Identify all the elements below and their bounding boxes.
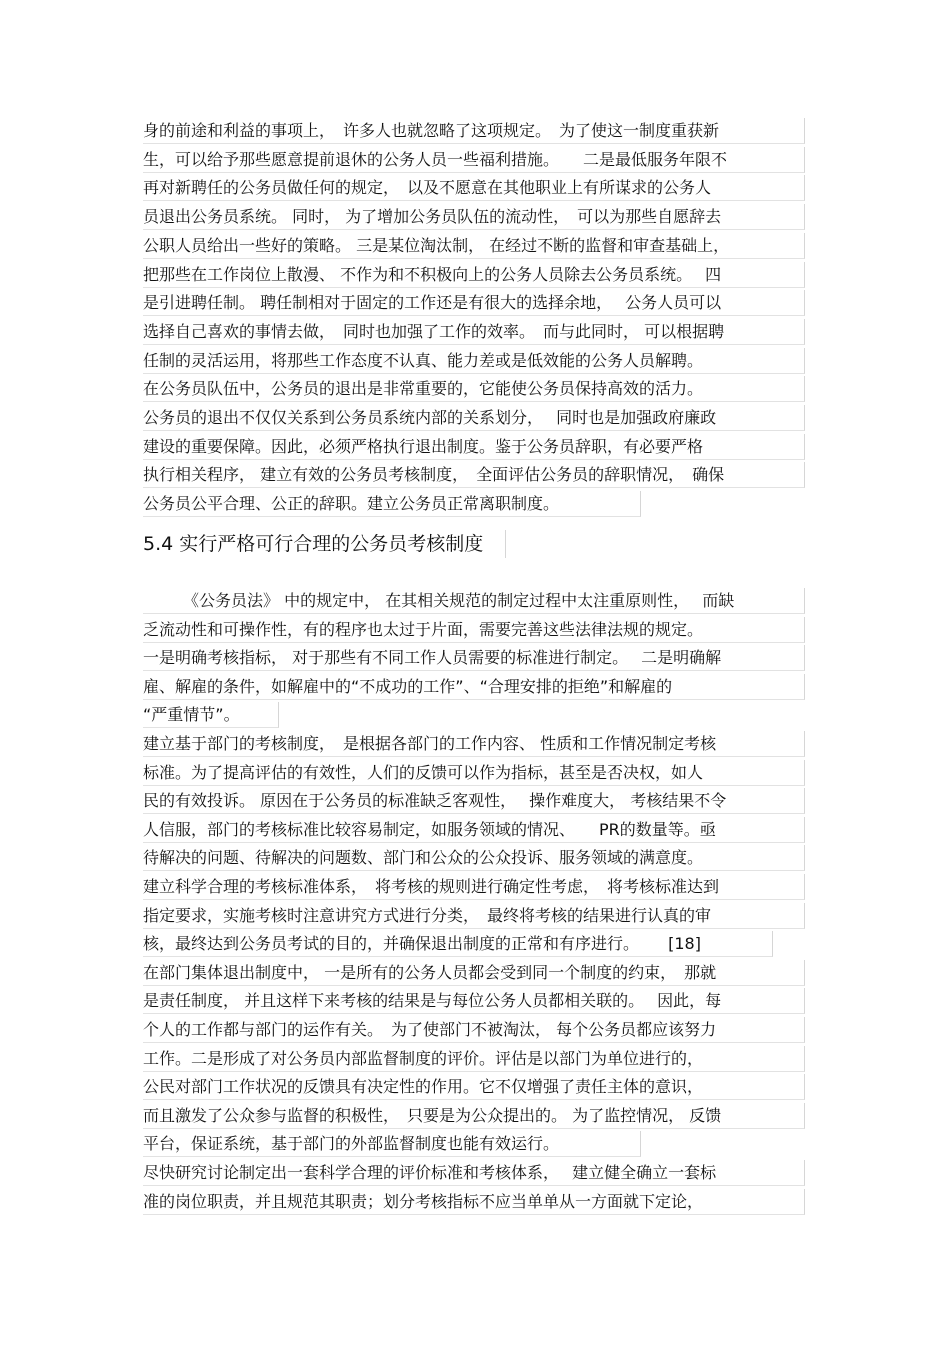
text-line: 人信服，部门的考核标准比较容易制定，如服务领域的情况、 PR的数量等。亟 [143, 817, 805, 843]
text-line: 标准。为了提高评估的有效性，人们的反馈可以作为指标，甚至是否决权，如人 [143, 760, 805, 786]
text-line: 工作。二是形成了对公务员内部监督制度的评价。评估是以部门为单位进行的， [143, 1046, 805, 1072]
text-line: “严重情节”。 [143, 702, 279, 728]
text-line: 建立基于部门的考核制度， 是根据各部门的工作内容、 性质和工作情况制定考核 [143, 731, 805, 757]
text-line: 公民对部门工作状况的反馈具有决定性的作用。它不仅增强了责任主体的意识， [143, 1074, 805, 1100]
text-line: 再对新聘任的公务员做任何的规定， 以及不愿意在其他职业上有所谋求的公务人 [143, 175, 805, 201]
text-line: 一是明确考核指标， 对于那些有不同工作人员需要的标准进行制定。 二是明确解 [143, 645, 805, 671]
text-line: 身的前途和利益的事项上， 许多人也就忽略了这项规定。 为了使这一制度重获新 [143, 118, 805, 144]
text-line: 公职人员给出一些好的策略。 三是某位淘汰制， 在经过不断的监督和审查基础上， [143, 233, 805, 259]
section-heading: 5.4 实行严格可行合理的公务员考核制度 [143, 530, 506, 558]
text-line: 民的有效投诉。 原因在于公务员的标准缺乏客观性， 操作难度大， 考核结果不令 [143, 788, 805, 814]
text-line: 待解决的问题、待解决的问题数、部门和公众的公众投诉、服务领域的满意度。 [143, 845, 805, 871]
text-line: 执行相关程序， 建立有效的公务员考核制度， 全面评估公务员的辞职情况， 确保 [143, 462, 805, 488]
text-line: 在公务员队伍中，公务员的退出是非常重要的，它能使公务员保持高效的活力。 [143, 376, 805, 402]
text-line: 是引进聘任制。 聘任制相对于固定的工作还是有很大的选择余地， 公务人员可以 [143, 290, 805, 316]
text-line: 准的岗位职责，并且规范其职责；划分考核指标不应当单单从一方面就下定论， [143, 1189, 805, 1215]
text-line: 《公务员法》 中的规定中， 在其相关规范的制定过程中太注重原则性， 而缺 [143, 588, 805, 614]
text-line: 是责任制度， 并且这样下来考核的结果是与每位公务人员都相关联的。 因此，每 [143, 988, 805, 1014]
text-line: 生，可以给予那些愿意提前退休的公务人员一些福利措施。 二是最低服务年限不 [143, 147, 805, 173]
text-line: 平台，保证系统，基于部门的外部监督制度也能有效运行。 [143, 1131, 641, 1157]
text-line: 乏流动性和可操作性，有的程序也太过于片面，需要完善这些法律法规的规定。 [143, 617, 805, 643]
text-line: 在部门集体退出制度中， 一是所有的公务人员都会受到同一个制度的约束， 那就 [143, 960, 805, 986]
text-line: 尽快研究讨论制定出一套科学合理的评价标准和考核体系， 建立健全确立一套标 [143, 1160, 805, 1186]
text-line: 雇、解雇的条件，如解雇中的“不成功的工作”、“合理安排的拒绝”和解雇的 [143, 674, 805, 700]
text-line: 个人的工作都与部门的运作有关。 为了使部门不被淘汰， 每个公务员都应该努力 [143, 1017, 805, 1043]
text-line: 公务员公平合理、公正的辞职。建立公务员正常离职制度。 [143, 491, 641, 517]
text-line: 而且激发了公众参与监督的积极性， 只要是为公众提出的。 为了监控情况， 反馈 [143, 1103, 805, 1129]
text-line: 员退出公务员系统。 同时， 为了增加公务员队伍的流动性， 可以为那些自愿辞去 [143, 204, 805, 230]
text-line: 指定要求，实施考核时注意讲究方式进行分类， 最终将考核的结果进行认真的审 [143, 903, 805, 929]
text-line: 把那些在工作岗位上散漫、 不作为和不积极向上的公务人员除去公务员系统。 四 [143, 262, 805, 288]
text-line: 核，最终达到公务员考试的目的，并确保退出制度的正常和有序进行。 [18] [143, 931, 773, 957]
text-line: 选择自己喜欢的事情去做， 同时也加强了工作的效率。 而与此同时， 可以根据聘 [143, 319, 805, 345]
text-line: 建立科学合理的考核标准体系， 将考核的规则进行确定性考虑， 将考核标准达到 [143, 874, 805, 900]
text-line: 建设的重要保障。因此，必须严格执行退出制度。鉴于公务员辞职，有必要严格 [143, 434, 805, 460]
text-line: 公务员的退出不仅仅关系到公务员系统内部的关系划分， 同时也是加强政府廉政 [143, 405, 805, 431]
text-line: 任制的灵活运用，将那些工作态度不认真、能力差或是低效能的公务人员解聘。 [143, 348, 805, 374]
